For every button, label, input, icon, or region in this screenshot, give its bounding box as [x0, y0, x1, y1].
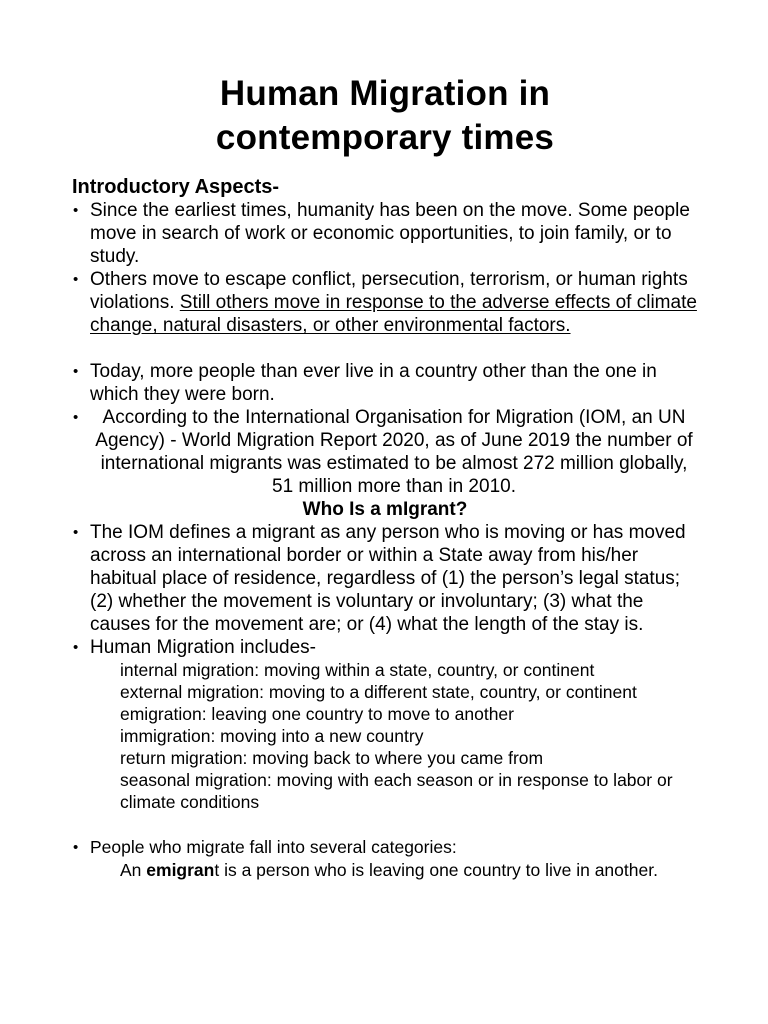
migration-type: immigration: moving into a new country	[120, 726, 424, 746]
list-item: • Since the earliest times, humanity has been on the move. Some people move in search of work or economic opportunities, to join family, or to study.	[72, 199, 698, 268]
list-item-text: • Human Migration includes-	[90, 637, 316, 658]
intro-heading: Introductory Aspects-	[72, 176, 280, 198]
text-fragment: An	[120, 860, 147, 880]
categories-list	[72, 836, 698, 881]
intro-list	[72, 199, 698, 337]
bold-term: emigran	[146, 860, 215, 880]
intro-list-2	[72, 360, 698, 498]
list-item	[72, 268, 698, 337]
migration-type: emigration: leaving one country to move to another	[120, 704, 514, 724]
who-list	[72, 521, 698, 813]
migration-type: internal migration: moving within a state, country, or continent	[120, 660, 595, 680]
migration-type: return migration: moving back to where you came from	[120, 748, 544, 768]
migration-type: external migration: moving to a different state, country, or continent	[120, 682, 637, 702]
title-line-2: contemporary times	[215, 118, 555, 157]
text-fragment: t is a person who is leaving one country to live in another.	[214, 860, 658, 880]
list-item-text: Others move to escape conflict, persecution, terrorism, or human rights violations.	[90, 269, 688, 313]
page-title	[72, 72, 698, 160]
list-item	[72, 836, 698, 881]
list-item: • The IOM defines a migrant as any person who is moving or has moved across an international border or within a State away from his/her habitual place of residence, regardless of (1) the person’s legal status; (2) whether the movement is voluntary or involuntary; (3) what the causes for the movement are; or (4) what the length of the stay is.	[72, 521, 698, 636]
emigrant-definition	[120, 859, 698, 881]
underlined-text: Still others move in response to the adverse effects of climate change, natural disasters, or other environmental factors.	[90, 292, 697, 336]
title-line-1: Human Migration in	[219, 74, 551, 113]
list-item	[72, 636, 698, 813]
migration-type: seasonal migration: moving with each season or in response to labor or climate conditions	[120, 770, 673, 812]
category-definitions	[90, 859, 698, 881]
list-item: • According to the International Organisation for Migration (IOM, an UN Agency) - World Migration Report 2020, as of June 2019 the number of international migrants was estimated to be almost 272 million globally, 51 million more than in 2010.	[72, 406, 698, 498]
list-item-text: • People who migrate fall into several categories:	[90, 837, 457, 857]
migration-types-list	[90, 659, 698, 813]
list-item: • Today, more people than ever live in a country other than the one in which they were born.	[72, 360, 698, 406]
who-heading: Who Is a mIgrant?	[302, 499, 468, 520]
